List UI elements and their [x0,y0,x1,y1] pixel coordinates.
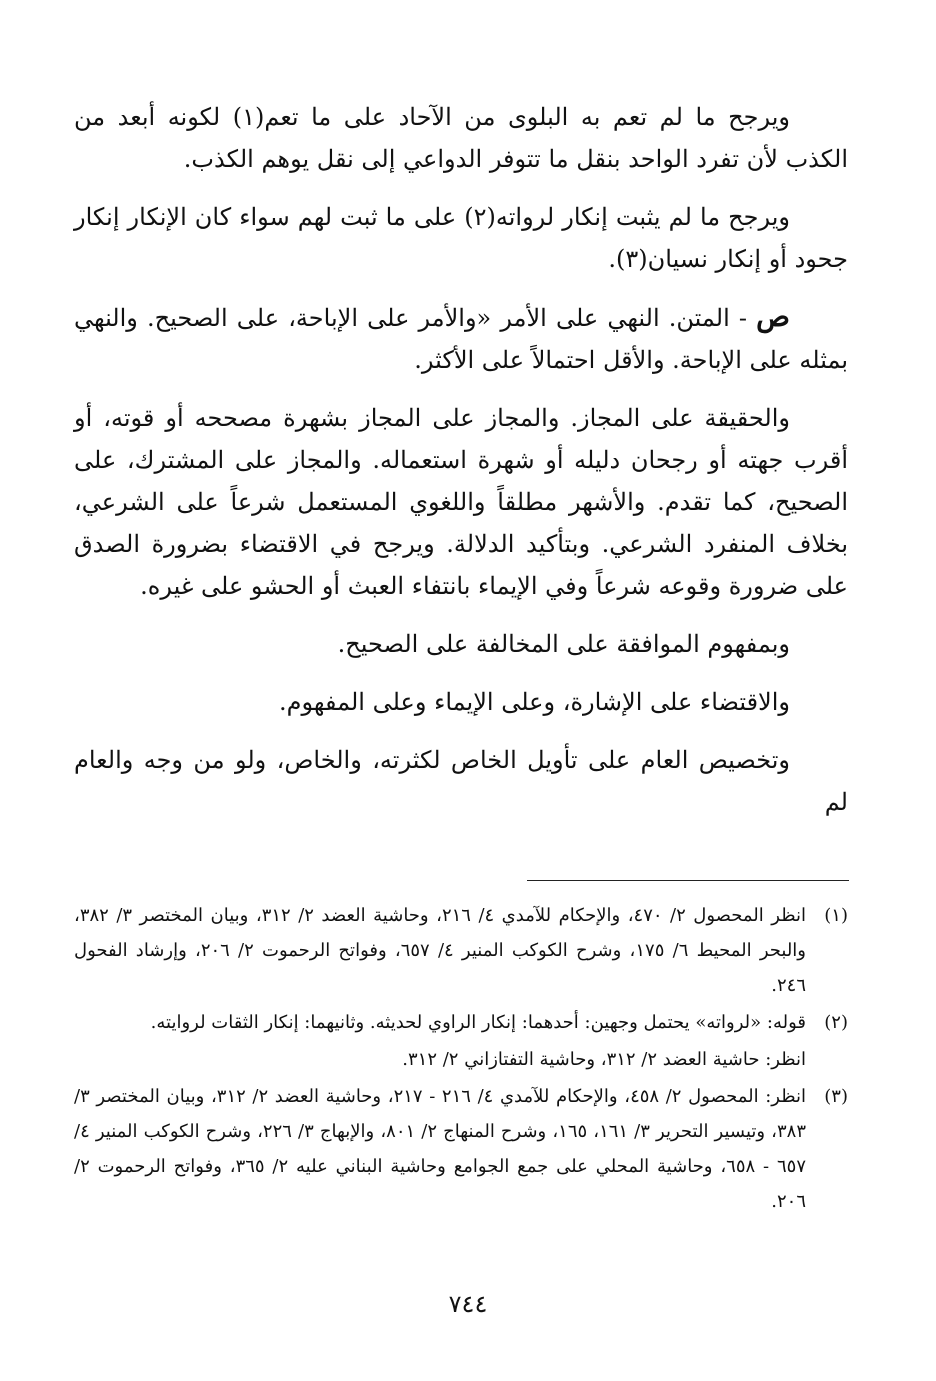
paragraph-3 [74,296,848,381]
paragraph-5: وبمفهوم الموافقة على المخالفة على الصحيح. [337,630,790,658]
paragraph-1: ويرجح ما لم تعم به البلوى من الآحاد على ما تعم(١) لكونه أبعد من الكذب لأن تفرد الواحد بنقل ما تتوفر الدواعي إلى نقل يوهم الكذب. [74,103,848,173]
footnote-text: انظر: حاشية العضد ٢/ ٣١٢، وحاشية التفتازاني ٢/ ٣١٢. [402,1049,806,1070]
footnotes [74,898,848,1221]
footnote-3 [74,1079,848,1219]
footnote-number: (١) [824,905,848,926]
footnote-2 [74,1005,848,1040]
footnote-text: انظر المحصول ٢/ ٤٧٠، والإحكام للآمدي ٤/ ٢١٦، وحاشية العضد ٢/ ٣١٢، وبيان المختصر ٣/ ٣٨٢، والبحر المحيط ٦/ ١٧٥، وشرح الكوكب المنير ٤/ ٦٥٧، وفواتح الرحموت ٢/ ٢٠٦، وإرشاد الفحول ٢٤٦. [74,905,806,996]
paragraph-7: وتخصيص العام على تأويل الخاص لكثرته، والخاص، ولو من وجه والعام لم [74,746,848,816]
paragraph-2: ويرجح ما لم يثبت إنكار لرواته(٢) على ما ثبت لهم سواء كان الإنكار إنكار جحود أو إنكار نسيان(٣). [74,203,848,273]
section-mark: ص [756,300,790,333]
footnote-number: (٣) [824,1086,848,1107]
main-text [74,96,848,839]
page-number: ٧٤٤ [448,1290,488,1318]
paragraph-4: والحقيقة على المجاز. والمجاز على المجاز بشهرة مصححه أو قوته، أو أقرب جهته أو رجحان دليله أو شهرة استعماله. والمجاز على المشترك، على الصحيح، كما تقدم. والأشهر مطلقاً واللغوي المستعمل شرعاً على الشرعي، بخلاف المنفرد الشرعي. وبتأكيد الدلالة. ويرجح في الاقتضاء بضرورة الصدق على ضرورة وقوعه شرعاً وفي الإيماء بانتفاء العبث أو الحشو على غيره. [74,404,848,600]
footnote-number: (٢) [824,1012,848,1033]
footnote-text: قوله: «لرواته» يحتمل وجهين: أحدهما: إنكار الراوي لحديثه. وثانيهما: إنكار الثقات لروايته. [150,1012,806,1033]
paragraph-6: والاقتضاء على الإشارة، وعلى الإيماء وعلى المفهوم. [279,688,790,716]
footnote-text: انظر: المحصول ٢/ ٤٥٨، والإحكام للآمدي ٤/ ٢١٦ - ٢١٧، وحاشية العضد ٢/ ٣١٢، وبيان المختصر ٣/ ٣٨٣، وتيسير التحرير ٣/ ١٦١، ١٦٥، وشرح المنهاج ٢/ ٨٠١، والإبهاج ٣/ ٢٢٦، وشرح الكوكب المنير ٤/ ٦٥٧ - ٦٥٨، وحاشية المحلي على جمع الجوامع وحاشية البناني عليه ٢/ ٣٦٥، وفواتح الرحموت ٢/ ٢٠٦. [74,1086,807,1212]
footnote-2-reference [74,1042,848,1077]
footnote-1 [74,898,848,1003]
footnote-divider [527,880,849,881]
paragraph-3-text: - المتن. النهي على الأمر «والأمر على الإباحة، على الصحيح. والنهي بمثله على الإباحة. والأقل احتمالاً على الأكثر. [74,304,848,374]
